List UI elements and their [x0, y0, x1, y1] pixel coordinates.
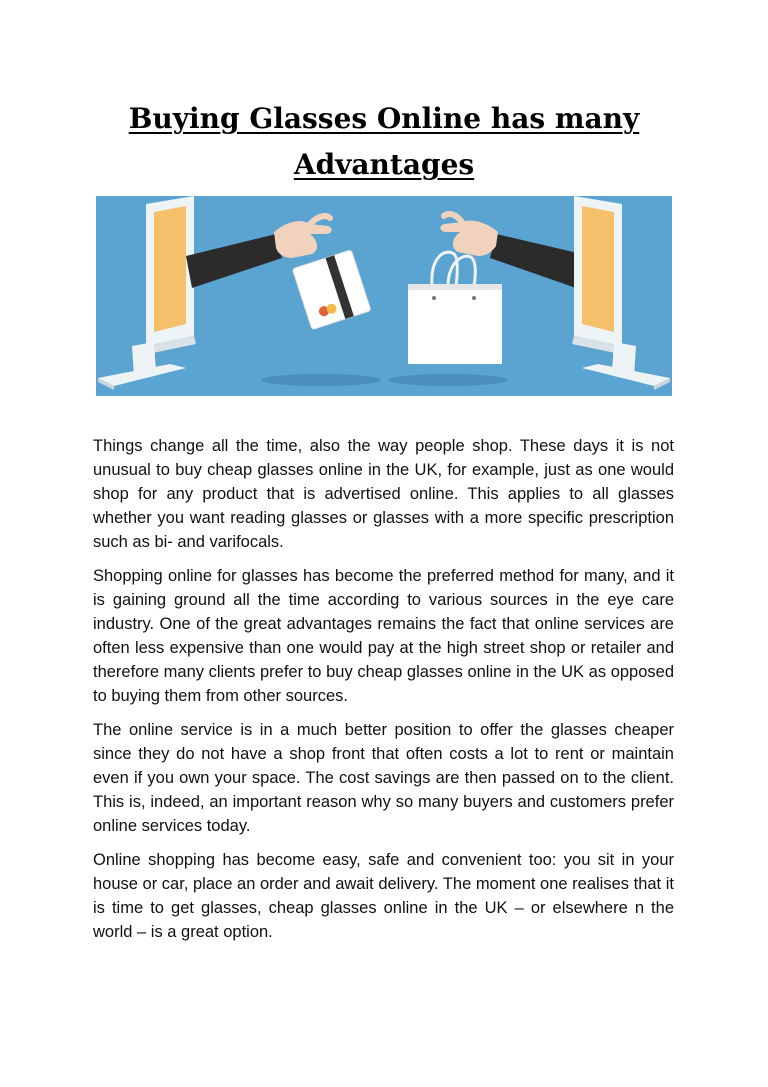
title-line-2: Advantages [293, 148, 475, 181]
article-body [93, 434, 674, 954]
online-shopping-illustration [96, 196, 672, 396]
shadow-right [388, 374, 508, 386]
paragraph-4: Online shopping has become easy, safe and convenient too: you sit in your house or car, place an order and await delivery. The moment one realises that it is time to get glasses, cheap glasses online in the UK – or elsewhere n the world – is a great option. [93, 851, 674, 941]
title-line-1: Buying Glasses Online has many [128, 102, 640, 135]
document-title [94, 96, 674, 188]
paragraph-2: Shopping online for glasses has become the preferred method for many, and it is gaining ground all the time according to various sources in the eye care industry. One of the great advantages remains the fact that online services are often less expensive than one would pay at the high street shop or retailer and therefore many clients prefer to buy cheap glasses online in the UK as opposed to buying them from other sources. [93, 567, 674, 705]
shadow-left [261, 374, 381, 386]
paragraph-1: Things change all the time, also the way people shop. These days it is not unusual to buy cheap glasses online in the UK, for example, just as one would shop for any product that is advertised online. This applies to all glasses whether you want reading glasses or glasses with a more specific prescription such as bi- and varifocals. [93, 437, 674, 551]
paragraph-3: The online service is in a much better position to offer the glasses cheaper since they do not have a shop front that often costs a lot to rent or maintain even if you own your space. The cost savings are then passed on to the client. This is, indeed, an important reason why so many buyers and customers prefer online services today. [93, 721, 674, 835]
